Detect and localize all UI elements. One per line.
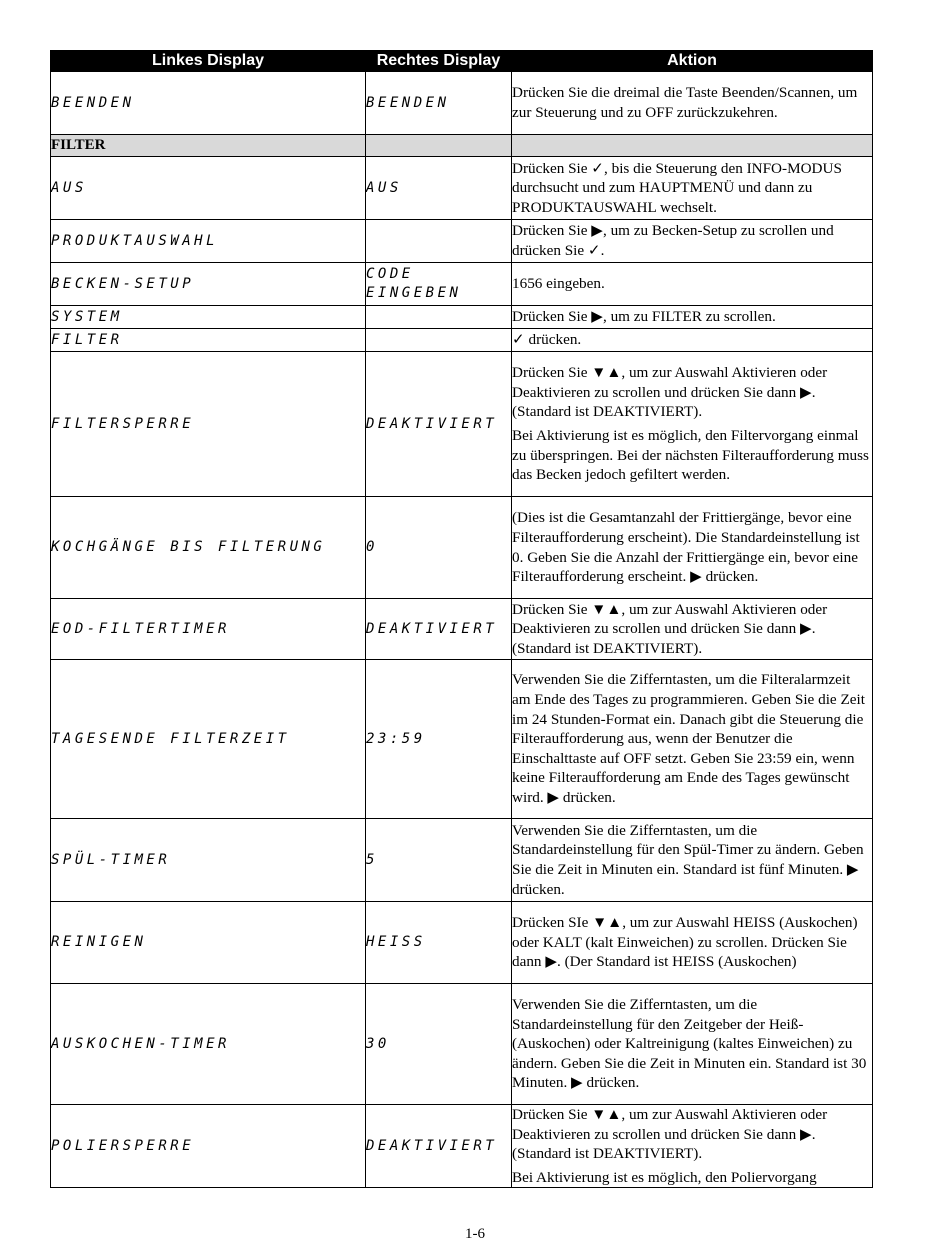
right-display-cell: 0 [366,497,512,599]
action-text: Verwenden Sie die Zifferntasten, um die Standardeinstellung für den Zeitgeber der Heiß- (Auskochen) oder Kaltreinigung (kaltes Einweichen) zu ändern. Geben Sie die Zeit in Minuten ein. Standard ist 30 Minuten. ▶ drücken. [512,996,867,1092]
action-text: Drücken Sie ▼▲, um zur Auswahl Aktivieren oder Deaktivieren zu scrollen und drücken Sie dann ▶. (Standard ist DEAKTIVIERT). [512,364,828,421]
table-row [51,984,873,1105]
table-row [51,329,873,352]
left-display-cell: REINIGEN [51,902,366,984]
action-text: Drücken Sie die dreimal die Taste Beenden/Scannen, um zur Steuerung und zu OFF zurückzukehren. [512,84,858,121]
action-cell [512,157,873,220]
action-text: Drücken Sie ▼▲, um zur Auswahl Aktivieren oder Deaktivieren zu scrollen und drücken Sie dann ▶. (Standard ist DEAKTIVIERT). [512,1106,828,1163]
left-display-cell: FILTER [51,329,366,352]
left-display-cell: POLIERSPERRE [51,1105,366,1188]
table-row [51,902,873,984]
action-cell [512,329,873,352]
left-display-cell: FILTERSPERRE [51,352,366,497]
settings-table [50,50,873,1188]
left-display-cell: EOD-FILTERTIMER [51,599,366,660]
action-cell [512,306,873,329]
action-text: Drücken Sie ▶, um zu Becken-Setup zu scrollen und drücken Sie ✓. [512,222,834,259]
right-display-cell: CODE EINGEBEN [366,263,512,306]
action-text: 1656 eingeben. [512,275,605,293]
table-body [51,72,873,1188]
action-text: Drücken Sie ▶, um zu FILTER zu scrollen. [512,308,776,326]
left-display-cell: AUS [51,157,366,220]
right-display-cell: DEAKTIVIERT [366,352,512,497]
right-display-cell: BEENDEN [366,72,512,135]
table-row [51,497,873,599]
table-row [51,157,873,220]
left-display-cell: SPÜL-TIMER [51,819,366,902]
action-text: Drücken Sie ▼▲, um zur Auswahl Aktivieren oder Deaktivieren zu scrollen und drücken Sie dann ▶. (Standard ist DEAKTIVIERT). [512,600,828,657]
action-cell [512,352,873,497]
table-row [51,660,873,819]
right-display-cell: AUS [366,157,512,220]
left-display-cell: PRODUKTAUSWAHL [51,220,366,263]
action-cell [512,497,873,599]
right-display-cell: 5 [366,819,512,902]
action-cell [512,902,873,984]
header-left-display: Linkes Display [51,51,366,72]
left-display-cell: SYSTEM [51,306,366,329]
table-row [51,819,873,902]
table-row [51,220,873,263]
action-text: Verwenden Sie die Zifferntasten, um die Filteralarmzeit am Ende des Tages zu programmieren. Geben Sie die Zeit im 24 Stunden-Format ein. Danach gibt die Steuerung die Filteraufforderung aus, wenn der Benutzer die Einschalttaste auf OFF setzt. Geben Sie 23:59 ein, wenn keine Filteraufforderung am Ende des Tages gewünscht wird. ▶ drücken. [512,671,865,806]
header-action: Aktion [512,51,873,72]
right-display-cell: 23:59 [366,660,512,819]
table-header-row [51,51,873,72]
table-row [51,1105,873,1188]
section-row [51,135,873,157]
action-text: ✓ drücken. [512,331,582,349]
action-cell [512,984,873,1105]
right-display-cell: 30 [366,984,512,1105]
right-display-cell [366,329,512,352]
page-number: 1-6 [465,1226,485,1242]
table-row [51,599,873,660]
action-text: Bei Aktivierung ist es möglich, den Filtervorgang einmal zu überspringen. Bei der nächsten Filteraufforderung muss das Becken jedoch gefiltert werden. [512,427,869,484]
section-empty-cell [512,135,873,157]
right-display-cell [366,306,512,329]
left-display-cell: BECKEN-SETUP [51,263,366,306]
action-text: Bei Aktivierung ist es möglich, den Poliervorgang [512,1168,817,1186]
right-display-cell: DEAKTIVIERT [366,599,512,660]
left-display-cell: TAGESENDE FILTERZEIT [51,660,366,819]
left-display-cell: BEENDEN [51,72,366,135]
action-text: Verwenden Sie die Zifferntasten, um die Standardeinstellung für den Spül-Timer zu ändern. Geben Sie die Zeit in Minuten ein. Standard ist fünf Minuten. ▶ drücken. [512,821,864,898]
section-label: FILTER [51,135,366,157]
table-row [51,263,873,306]
table-row [51,352,873,497]
action-cell [512,72,873,135]
section-empty-cell [366,135,512,157]
action-cell [512,819,873,902]
action-text: Drücken Sie ✓, bis die Steuerung den INFO-MODUS durchsucht und zum HAUPTMENÜ und dann zu PRODUKTAUSWAHL wechselt. [512,159,842,216]
action-text: Drücken SIe ▼▲, um zur Auswahl HEISS (Auskochen) oder KALT (kalt Einweichen) zu scrollen. Drücken Sie dann ▶. (Der Standard ist HEISS (Auskochen) [512,914,858,971]
right-display-cell: DEAKTIVIERT [366,1105,512,1188]
action-cell [512,599,873,660]
header-right-display: Rechtes Display [366,51,512,72]
table-row [51,72,873,135]
action-cell [512,220,873,263]
left-display-cell: AUSKOCHEN-TIMER [51,984,366,1105]
action-cell [512,660,873,819]
action-cell [512,1105,873,1188]
action-text: (Dies ist die Gesamtanzahl der Frittiergänge, bevor eine Filteraufforderung erscheint). Die Standardeinstellung ist 0. Geben Sie die Anzahl der Frittiergänge ein, bevor eine Filteraufforderung erscheint. ▶ drücken. [512,509,860,586]
right-display-cell [366,220,512,263]
right-display-cell: HEISS [366,902,512,984]
left-display-cell: KOCHGÄNGE BIS FILTERUNG [51,497,366,599]
action-cell [512,263,873,306]
table-row [51,306,873,329]
